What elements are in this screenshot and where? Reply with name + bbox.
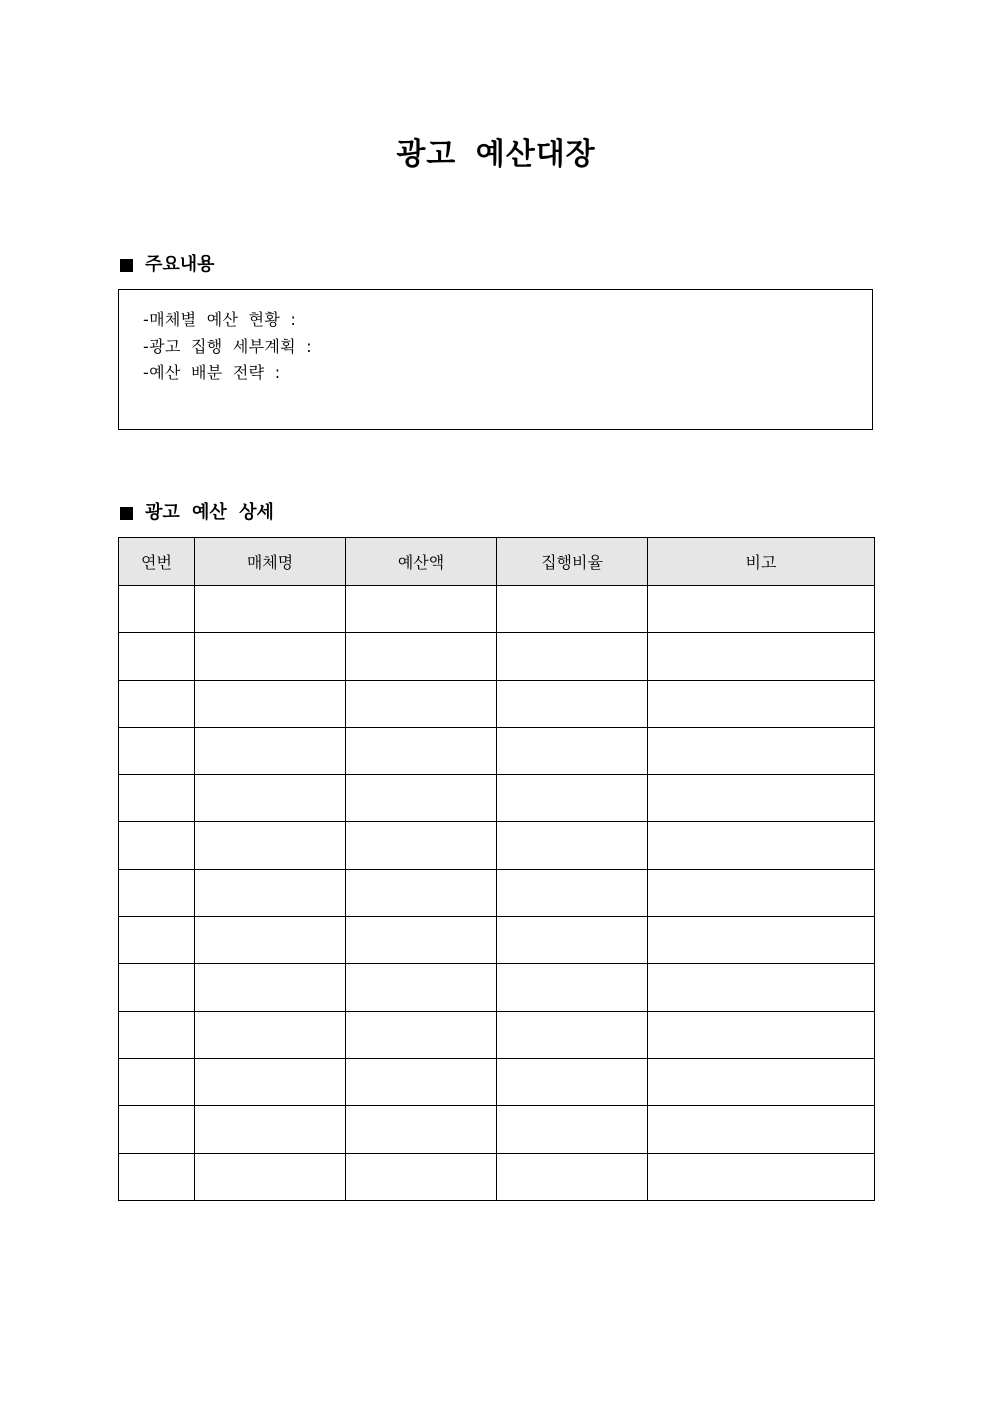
cell-remarks[interactable]	[648, 586, 875, 633]
cell-media[interactable]	[195, 680, 346, 727]
summary-line: -매체별 예산 현황 :	[143, 310, 297, 329]
cell-remarks[interactable]	[648, 869, 875, 916]
column-header-budget: 예산액	[346, 538, 497, 586]
cell-media[interactable]	[195, 633, 346, 680]
cell-index[interactable]	[119, 680, 195, 727]
column-header-remarks: 비고	[648, 538, 875, 586]
cell-budget[interactable]	[346, 775, 497, 822]
table-row	[119, 775, 875, 822]
cell-media[interactable]	[195, 1153, 346, 1200]
table-row	[119, 586, 875, 633]
cell-remarks[interactable]	[648, 917, 875, 964]
cell-execution-rate[interactable]	[497, 633, 648, 680]
cell-remarks[interactable]	[648, 1153, 875, 1200]
cell-execution-rate[interactable]	[497, 586, 648, 633]
table-row	[119, 869, 875, 916]
summary-line: -광고 집행 세부계획 :	[143, 336, 312, 356]
cell-budget[interactable]	[346, 680, 497, 727]
cell-execution-rate[interactable]	[497, 964, 648, 1011]
cell-index[interactable]	[119, 727, 195, 774]
cell-index[interactable]	[119, 1011, 195, 1058]
cell-budget[interactable]	[346, 1058, 497, 1105]
cell-execution-rate[interactable]	[497, 1058, 648, 1105]
cell-budget[interactable]	[346, 1106, 497, 1153]
section-heading-detail	[118, 500, 274, 526]
cell-budget[interactable]	[346, 869, 497, 916]
cell-remarks[interactable]	[648, 822, 875, 869]
section-heading-label: 광고 예산 상세	[145, 502, 274, 523]
cell-remarks[interactable]	[648, 775, 875, 822]
cell-index[interactable]	[119, 775, 195, 822]
cell-remarks[interactable]	[648, 680, 875, 727]
cell-remarks[interactable]	[648, 1058, 875, 1105]
cell-budget[interactable]	[346, 586, 497, 633]
cell-index[interactable]	[119, 869, 195, 916]
cell-index[interactable]	[119, 917, 195, 964]
cell-execution-rate[interactable]	[497, 1106, 648, 1153]
table-row	[119, 1011, 875, 1058]
cell-budget[interactable]	[346, 727, 497, 774]
table-row	[119, 964, 875, 1011]
cell-budget[interactable]	[346, 917, 497, 964]
cell-index[interactable]	[119, 822, 195, 869]
cell-execution-rate[interactable]	[497, 822, 648, 869]
cell-media[interactable]	[195, 917, 346, 964]
cell-budget[interactable]	[346, 1011, 497, 1058]
cell-budget[interactable]	[346, 964, 497, 1011]
cell-index[interactable]	[119, 1106, 195, 1153]
cell-remarks[interactable]	[648, 633, 875, 680]
section-heading-summary	[118, 252, 215, 278]
budget-table	[118, 537, 875, 1201]
table-row	[119, 917, 875, 964]
cell-remarks[interactable]	[648, 1011, 875, 1058]
column-header-media: 매체명	[195, 538, 346, 586]
column-header-execution-rate: 집행비율	[497, 538, 648, 586]
column-header-index: 연번	[119, 538, 195, 586]
table-row	[119, 1058, 875, 1105]
cell-media[interactable]	[195, 964, 346, 1011]
cell-execution-rate[interactable]	[497, 1153, 648, 1200]
cell-media[interactable]	[195, 822, 346, 869]
cell-execution-rate[interactable]	[497, 1011, 648, 1058]
table-body	[119, 586, 875, 1201]
table-row	[119, 1153, 875, 1200]
page-title: 광고 예산대장	[396, 137, 596, 172]
cell-media[interactable]	[195, 1011, 346, 1058]
cell-execution-rate[interactable]	[497, 917, 648, 964]
section-heading-label: 주요내용	[145, 254, 215, 275]
cell-media[interactable]	[195, 1058, 346, 1105]
cell-execution-rate[interactable]	[497, 727, 648, 774]
cell-index[interactable]	[119, 586, 195, 633]
table-row	[119, 822, 875, 869]
cell-execution-rate[interactable]	[497, 869, 648, 916]
square-bullet-icon	[120, 259, 133, 272]
cell-remarks[interactable]	[648, 964, 875, 1011]
summary-box	[118, 289, 873, 430]
table-row	[119, 633, 875, 680]
cell-index[interactable]	[119, 1153, 195, 1200]
cell-media[interactable]	[195, 586, 346, 633]
summary-line: -예산 배분 전략 :	[143, 363, 281, 382]
cell-media[interactable]	[195, 727, 346, 774]
cell-index[interactable]	[119, 633, 195, 680]
cell-execution-rate[interactable]	[497, 775, 648, 822]
cell-remarks[interactable]	[648, 727, 875, 774]
cell-index[interactable]	[119, 1058, 195, 1105]
cell-budget[interactable]	[346, 1153, 497, 1200]
cell-index[interactable]	[119, 964, 195, 1011]
cell-budget[interactable]	[346, 633, 497, 680]
table-row	[119, 680, 875, 727]
cell-budget[interactable]	[346, 822, 497, 869]
table-row	[119, 1106, 875, 1153]
square-bullet-icon	[120, 507, 133, 520]
table-row	[119, 727, 875, 774]
cell-remarks[interactable]	[648, 1106, 875, 1153]
cell-media[interactable]	[195, 775, 346, 822]
cell-media[interactable]	[195, 869, 346, 916]
cell-media[interactable]	[195, 1106, 346, 1153]
cell-execution-rate[interactable]	[497, 680, 648, 727]
table-header-row	[119, 538, 875, 586]
